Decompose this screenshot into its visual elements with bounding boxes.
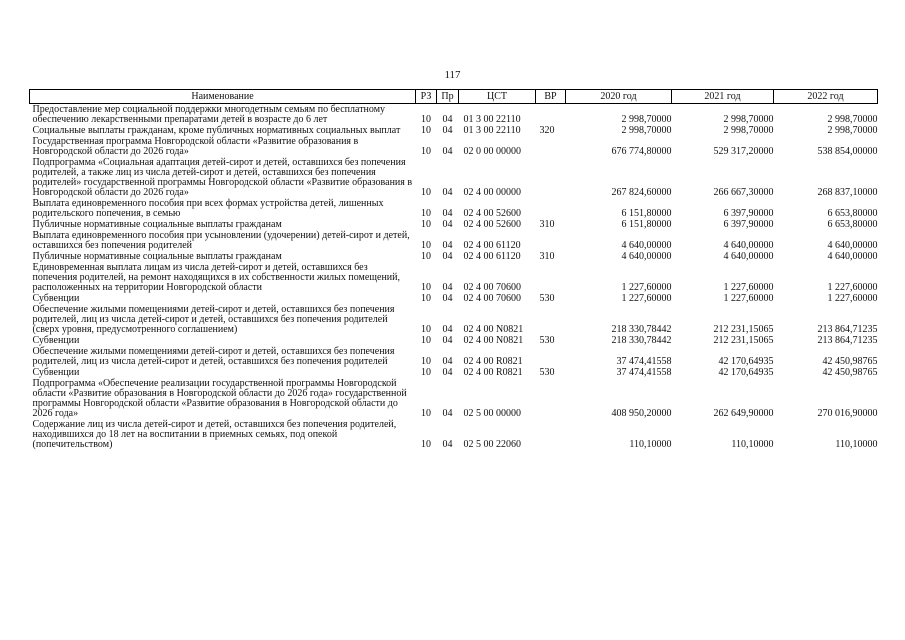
cell-2021: 2 998,70000	[723, 114, 774, 125]
budget-table	[29, 89, 878, 450]
header-cst: ЦСТ	[459, 90, 536, 104]
cell-rz: 10	[421, 356, 431, 367]
cell-name	[30, 230, 416, 251]
row-name-text: Обеспечение жилыми помещениями детей-сирот и детей, оставшихся без попечения родителей, лиц из числа детей-сирот и детей, оставшихся без попечения родителей (сверх уровня, предусмотренного соглашением)	[32, 304, 395, 335]
cell-name	[30, 262, 416, 293]
cell-2021: 212 231,15065	[713, 324, 774, 335]
cell-2021: 42 170,64935	[718, 367, 774, 378]
cell-vr: 310	[539, 219, 555, 230]
cell-cst: 02 4 00 70600	[463, 282, 521, 293]
cell-2020: 110,10000	[629, 439, 672, 450]
cell-pr: 04	[442, 187, 453, 198]
cell-rz: 10	[421, 251, 431, 262]
cell-vr: 530	[539, 293, 555, 304]
cell-2021: 2 998,70000	[723, 125, 774, 136]
cell-name	[30, 136, 416, 157]
cell-2021: 529 317,20000	[713, 146, 774, 157]
row-name-text: Подпрограмма «Обеспечение реализации государственной программы Новгородской области «Развитие образования в Новгородской области до 2026 года» государственной программы Новгородской области «Развитие образования в Новгородской области до 2026 года»	[32, 378, 407, 419]
cell-2021: 262 649,90000	[713, 408, 774, 419]
cell-2021: 1 227,60000	[723, 293, 774, 304]
header-2022: 2022 год	[774, 90, 878, 104]
row-name-text: Выплата единовременного пособия при всех формах устройства детей, лишенных родительского попечения, в семью	[32, 198, 384, 219]
cell-pr: 04	[442, 367, 453, 378]
cell-cst: 02 4 00 61120	[463, 240, 521, 251]
cell-cst: 01 3 00 22110	[463, 114, 521, 125]
cell-2020: 1 227,60000	[621, 282, 672, 293]
cell-rz: 10	[421, 293, 431, 304]
row-name-text: Публичные нормативные социальные выплаты гражданам	[32, 251, 282, 262]
cell-pr: 04	[442, 439, 453, 450]
cell-cst: 02 5 00 22060	[463, 439, 521, 450]
cell-2020: 676 774,80000	[611, 146, 672, 157]
cell-pr: 04	[442, 251, 453, 262]
header-pr: Пр	[437, 90, 459, 104]
cell-2022: 1 227,60000	[827, 293, 878, 304]
cell-2020: 4 640,00000	[621, 251, 672, 262]
table-row	[30, 198, 878, 219]
table-row	[30, 104, 878, 126]
cell-rz: 10	[421, 219, 431, 230]
row-name-text: Субвенции	[32, 367, 80, 378]
cell-2021: 1 227,60000	[723, 282, 774, 293]
header-name: Наименование	[30, 90, 416, 104]
cell-cst: 02 4 00 52600	[463, 208, 521, 219]
cell-2020: 218 330,78442	[611, 335, 672, 346]
row-name-text: Подпрограмма «Социальная адаптация детей-сирот и детей, оставшихся без попечения родителей, а также лиц из числа детей-сирот и детей, оставшихся без попечения родителей» государственной программы Новгородской области «Развитие образования в Новгородской области до 2026 года»	[32, 157, 413, 198]
cell-2022: 4 640,00000	[827, 251, 878, 262]
cell-2021: 6 397,90000	[723, 208, 774, 219]
row-name-text: Социальные выплаты гражданам, кроме публичных нормативных социальных выплат	[32, 125, 401, 136]
row-name-text: Выплата единовременного пособия при усыновлении (удочерении) детей-сирот и детей, оставшихся без попечения родителей	[32, 230, 410, 251]
row-name-text: Единовременная выплата лицам из числа детей-сирот и детей, оставшихся без попечения родителей, на ремонт находящихся в их собственности жилых помещений, расположенных на территории Новгородской области	[32, 262, 401, 293]
cell-2020: 2 998,70000	[621, 114, 672, 125]
cell-pr: 04	[442, 293, 453, 304]
cell-2020: 6 151,80000	[621, 219, 672, 230]
table-row	[30, 346, 878, 367]
table-row	[30, 136, 878, 157]
cell-vr	[536, 136, 566, 157]
cell-vr	[536, 198, 566, 219]
cell-cst: 02 4 00 00000	[463, 187, 521, 198]
row-name-text: Публичные нормативные социальные выплаты гражданам	[32, 219, 282, 230]
cell-pr: 04	[442, 335, 453, 346]
row-name-text: Субвенции	[32, 335, 80, 346]
cell-vr	[536, 304, 566, 335]
cell-name	[30, 335, 416, 346]
cell-cst: 02 0 00 00000	[463, 146, 521, 157]
header-2020: 2020 год	[566, 90, 672, 104]
cell-vr	[536, 230, 566, 251]
cell-vr: 320	[539, 125, 555, 136]
cell-pr: 04	[442, 282, 453, 293]
cell-name	[30, 104, 416, 126]
row-name-text: Обеспечение жилыми помещениями детей-сирот и детей, оставшихся без попечения родителей, лиц из числа детей-сирот и детей, оставшихся без попечения родителей	[32, 346, 395, 367]
page-number: 117	[444, 69, 461, 81]
cell-cst: 01 3 00 22110	[463, 125, 521, 136]
cell-2021: 42 170,64935	[718, 356, 774, 367]
cell-pr: 04	[442, 114, 453, 125]
cell-cst: 02 4 00 70600	[463, 293, 521, 304]
cell-rz: 10	[421, 335, 431, 346]
cell-2022: 110,10000	[835, 439, 878, 450]
cell-rz: 10	[421, 208, 431, 219]
cell-2022: 6 653,80000	[827, 208, 878, 219]
cell-2022: 4 640,00000	[827, 240, 878, 251]
row-name-text: Субвенции	[32, 293, 80, 304]
cell-vr	[536, 346, 566, 367]
cell-vr: 310	[539, 251, 555, 262]
cell-2021: 4 640,00000	[723, 251, 774, 262]
table-row	[30, 219, 878, 230]
cell-2022: 538 854,00000	[817, 146, 878, 157]
cell-name	[30, 293, 416, 304]
header-vr: ВР	[536, 90, 566, 104]
table-row	[30, 157, 878, 198]
cell-rz: 10	[421, 324, 431, 335]
cell-2020: 37 474,41558	[616, 356, 672, 367]
table-row	[30, 251, 878, 262]
cell-rz: 10	[421, 146, 431, 157]
cell-2020: 218 330,78442	[611, 324, 672, 335]
cell-name	[30, 251, 416, 262]
table-row	[30, 419, 878, 450]
cell-2021: 110,10000	[731, 439, 774, 450]
cell-rz: 10	[421, 114, 431, 125]
cell-2022: 6 653,80000	[827, 219, 878, 230]
cell-vr: 530	[539, 335, 555, 346]
cell-2022: 2 998,70000	[827, 114, 878, 125]
cell-name	[30, 419, 416, 450]
cell-name	[30, 346, 416, 367]
cell-2022: 42 450,98765	[822, 367, 878, 378]
cell-pr: 04	[442, 324, 453, 335]
cell-2022: 42 450,98765	[822, 356, 878, 367]
cell-2022: 213 864,71235	[817, 335, 878, 346]
cell-name	[30, 219, 416, 230]
cell-rz: 10	[421, 439, 431, 450]
cell-pr: 04	[442, 356, 453, 367]
table-header-row	[30, 90, 878, 104]
cell-name	[30, 198, 416, 219]
table-row	[30, 262, 878, 293]
cell-rz: 10	[421, 367, 431, 378]
cell-vr	[536, 378, 566, 419]
table-row	[30, 304, 878, 335]
cell-pr: 04	[442, 125, 453, 136]
cell-2020: 267 824,60000	[611, 187, 672, 198]
cell-rz: 10	[421, 240, 431, 251]
cell-rz: 10	[421, 187, 431, 198]
table-body	[30, 104, 878, 451]
row-name-text: Содержание лиц из числа детей-сирот и детей, оставшихся без попечения родителей, находившихся до 18 лет на воспитании в приемных семьях, под опекой (попечительством)	[32, 419, 397, 450]
header-2021: 2021 год	[672, 90, 774, 104]
cell-2020: 4 640,00000	[621, 240, 672, 251]
cell-cst: 02 4 00 61120	[463, 251, 521, 262]
cell-cst: 02 4 00 N0821	[463, 335, 524, 346]
cell-vr	[536, 104, 566, 126]
cell-2020: 408 950,20000	[611, 408, 672, 419]
cell-2020: 37 474,41558	[616, 367, 672, 378]
cell-name	[30, 304, 416, 335]
cell-2022: 270 016,90000	[817, 408, 878, 419]
header-rz: РЗ	[416, 90, 437, 104]
cell-rz: 10	[421, 282, 431, 293]
cell-2021: 6 397,90000	[723, 219, 774, 230]
cell-2020: 6 151,80000	[621, 208, 672, 219]
cell-vr	[536, 262, 566, 293]
cell-2020: 2 998,70000	[621, 125, 672, 136]
cell-name	[30, 157, 416, 198]
table-row	[30, 230, 878, 251]
cell-2021: 266 667,30000	[713, 187, 774, 198]
cell-pr: 04	[442, 146, 453, 157]
table-row	[30, 125, 878, 136]
cell-vr	[536, 157, 566, 198]
cell-2022: 2 998,70000	[827, 125, 878, 136]
cell-cst: 02 4 00 N0821	[463, 324, 524, 335]
cell-vr	[536, 419, 566, 450]
cell-name	[30, 378, 416, 419]
cell-cst: 02 4 00 R0821	[463, 356, 523, 367]
cell-pr: 04	[442, 208, 453, 219]
cell-cst: 02 5 00 00000	[463, 408, 521, 419]
cell-2020: 1 227,60000	[621, 293, 672, 304]
cell-vr: 530	[539, 367, 555, 378]
cell-cst: 02 4 00 52600	[463, 219, 521, 230]
cell-pr: 04	[442, 408, 453, 419]
cell-2022: 213 864,71235	[817, 324, 878, 335]
cell-rz: 10	[421, 408, 431, 419]
cell-rz: 10	[421, 125, 431, 136]
row-name-text: Государственная программа Новгородской области «Развитие образования в Новгородской области до 2026 года»	[32, 136, 359, 157]
cell-2021: 212 231,15065	[713, 335, 774, 346]
cell-pr: 04	[442, 240, 453, 251]
cell-pr: 04	[442, 219, 453, 230]
table-row	[30, 378, 878, 419]
table-row	[30, 335, 878, 346]
cell-2021: 4 640,00000	[723, 240, 774, 251]
cell-2022: 268 837,10000	[817, 187, 878, 198]
cell-name	[30, 125, 416, 136]
cell-2022: 1 227,60000	[827, 282, 878, 293]
table-row	[30, 367, 878, 378]
cell-cst: 02 4 00 R0821	[463, 367, 523, 378]
cell-name	[30, 367, 416, 378]
row-name-text: Предоставление мер социальной поддержки многодетным семьям по бесплатному обеспечению лекарственными препаратами детей в возрасте до 6 лет	[32, 104, 386, 125]
table-row	[30, 293, 878, 304]
